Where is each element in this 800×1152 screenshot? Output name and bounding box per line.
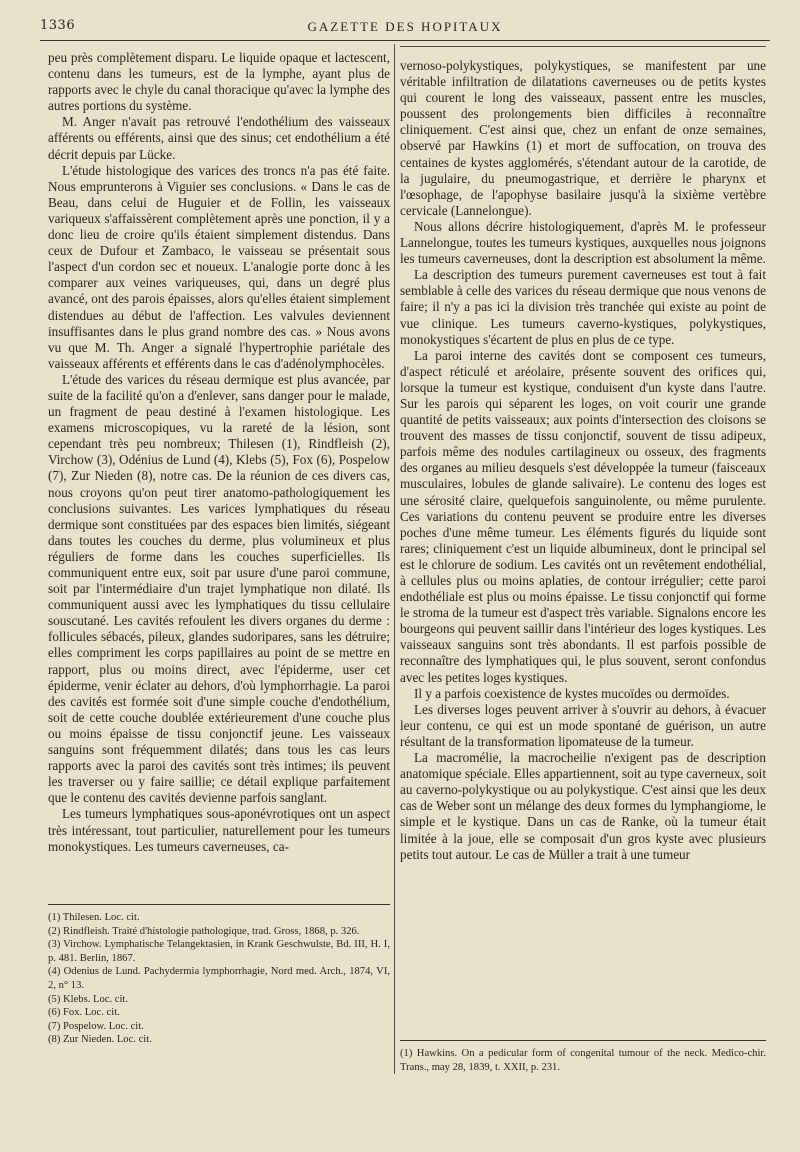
left-column xyxy=(48,50,390,855)
right-footnotes xyxy=(400,1040,766,1074)
footnote: (1) Hawkins. On a pedicular form of congenital tumour of the neck. Medico-chir. Trans., may 28, 1839, t. XXII, p. 231. xyxy=(400,1048,766,1073)
paragraph: La description des tumeurs purement caverneuses est tout à fait semblable à celle des varices du réseau dermique que nous venons de faire; il n'y a pas ici la division très tranchée qui existe au point de vue clinique. Les tumeurs caverno-kystiques, polykystiques, monokystiques s'écartent de plus en plus de ce type. xyxy=(400,267,766,347)
page-number: 1336 xyxy=(40,18,76,33)
paragraph: Les tumeurs lymphatiques sous-aponévrotiques ont un aspect très intéressant, tout particulier, naturellement pour les tumeurs monokystiques. Les tumeurs caverneuses, ca- xyxy=(48,806,390,854)
paragraph: L'étude histologique des varices des troncs n'a pas été faite. Nous emprunterons à Viguier ses conclusions. « Dans le cas de Beau, dans celui de Huguier et de Follin, les vaisseaux variqueux s'affaissèrent complètement après une ponction, il y a donc lieu de croire qu'ils étaient simplement distendus. Dans ceux de Dufour et Zambaco, le vaisseau se présentait sous l'aspect d'un cordon sec et noueux. L'analogie porte donc à les comparer aux veines variqueuses, qui, dans un degré plus avancé, ont des parois épaisses, alors qu'elles étaient simplement distendues au début de l'affection. Les valvules deviennent insuffisantes dans le plus grand nombre des cas. » Nous avons vu que M. Th. Anger a signalé l'hypertrophie pariétale des vaisseaux afférents et efférents dans le cas d'adénolymphocèles. xyxy=(48,162,390,371)
left-footnotes xyxy=(48,904,390,1047)
footnote: (5) Klebs. Loc. cit. xyxy=(48,993,129,1005)
paragraph: Nous allons décrire histologiquement, d'après M. le professeur Lannelongue, toutes les tumeurs kystiques, auxquelles nous joignons les tumeurs caverneuses, dont la description est absolument la même. xyxy=(400,218,766,267)
footnote: (7) Pospelow. Loc. cit. xyxy=(48,1020,144,1032)
paragraph: Il y a parfois coexistence de kystes mucoïdes ou dermoïdes. xyxy=(414,685,730,701)
journal-title: GAZETTE DES HOPITAUX xyxy=(307,19,503,34)
right-column xyxy=(400,58,766,863)
footnote: (4) Odenius de Lund. Pachydermia lymphorrhagie, Nord med. Arch., 1874, VI, 2, n° 13. xyxy=(48,966,390,991)
paragraph: peu près complètement disparu. Le liquide opaque et lactescent, contenu dans les tumeurs, est de la lymphe, ayant plus de rapports avec le chyle du canal thoracique qu'avec la lymphe des autres portions du système. xyxy=(48,50,390,114)
paragraph: L'étude des varices du réseau dermique est plus avancée, par suite de la facilité qu'on a d'enlever, sans danger pour le malade, un fragment de peau destiné à l'examen histologique. Les examens microscopiques, vu la rareté de la lésion, sont cependant très peu nombreux; Thilesen (1), Rindfleish (2), Virchow (3), Odénius de Lund (4), Klebs (5), Fox (6), Pospelow (7), Zur Nieden (8), notre cas. De la réunion de ces divers cas, nous croyons qu'on peut tirer anatomo-pathologiquement les conclusions suivantes. Les varices lymphatiques du réseau dermique sont constituées par des espaces bien limités, siégeant dans toutes les couches du derme, plus volumineux et plus réguliers de forme dans les couches superficielles. Ils communiquent entre eux, soit par usure d'une paroi commune, soit par l'intermédiaire d'un trajet lymphatique non dilaté. Ils communiquent aussi avec les lymphatiques du tissu cellulaire souscutané. Les cavités refoulent les divers organes du derme : follicules sébacés, pileux, glandes sudoripares, sans les détruire; elles compriment les corps papillaires au point de se mettre en rapport, plus ou moins direct, avec l'épiderme, user cet épiderme, venir éclater au dehors, d'où lymphorrhagie. La paroi des cavités est formée soit d'une simple couche d'endothélium, soit de cette couche doublée extérieurement d'une couche plus ou moins épaisse de tissu conjonctif jeune. Les vaisseaux sanguins sont fréquemment dilatés; dans tous les cas leurs rapports avec la paroi des cavités sont très intimes; ils peuvent les traverser ou y faire saillie; ce détail explique parfaitement que le contenu des cavités devienne parfois sanglant. xyxy=(48,371,390,806)
footnote: (3) Virchow. Lymphatische Telangektasien, in Krank Geschwulste, Bd. III, H. I, p. 481. Berlin, 1867. xyxy=(48,939,390,964)
column-divider xyxy=(394,44,395,1074)
right-column-top-rule xyxy=(400,46,766,47)
paragraph: La macromélie, la macrocheilie n'exigent pas de description anatomique spéciale. Elles appartiennent, soit au type caverneux, soit au caverno-polykystique ou au polykystique. C'est ainsi que les deux cas de Weber sont un mélange des deux formes du lymphangiome, le simple et le kystique. Dans un cas de Ranke, où la tumeur était limitée à la joue, elle se composait d'un gros kyste avec plusieurs petits tout autour. Le cas de Müller a trait à une tumeur xyxy=(400,750,766,862)
footnote: (1) Thilesen. Loc. cit. xyxy=(48,912,140,923)
page-header xyxy=(40,14,770,41)
paragraph: M. Anger n'avait pas retrouvé l'endothélium des vaisseaux afférents ou efférents, ainsi que des sinus; cet endothélium a été décrit depuis par Lücke. xyxy=(48,114,390,162)
footnote: (6) Fox. Loc. cit. xyxy=(48,1007,120,1019)
footnote: (2) Rindfleish. Traité d'histologie pathologique, trad. Gross, 1868, p. 326. xyxy=(48,925,360,937)
paragraph: La paroi interne des cavités dont se composent ces tumeurs, d'aspect réticulé et aréolaire, présente souvent des orifices qui, lorsque la tumeur est kystique, conduisent d'un kyste dans l'autre. Sur les parois qui séparent les loges, on voit courir une grande quantité de petits vaisseaux; aux points d'intersection des cloisons se trouvent des masses de tissu conjonctif, souvent de tissu adipeux, parfois même des nodules cartilagineux ou osseux, des fragments des organes au milieu desquels s'est développée la tumeur (faisceaux musculaires, lobules de glande salivaire). Le contenu des loges est une sérosité claire, quelquefois sanguinolente, ou même purulente. Ces variations du contenu peuvent se produire entre les diverses poches d'une même tumeur. Les éléments figurés du liquide sont rares; cliniquement c'est un liquide albumineux, dont le principal sel est le chlorure de sodium. Les cavités ont un revêtement endothélial, à cellules plus ou moins aplaties, de contour irrégulier; cette paroi endothéliale est plus ou moins épaisse. Le tissu conjonctif qui forme le stroma de la tumeur est d'aspect très variable. Signalons encore les bourgeons qui peuvent saillir dans l'intérieur des loges kystiques. Les vaisseaux sanguins sont très abondants. Il est parfois possible de reconnaître des lymphatiques qui, le plus souvent, seront confondus avec les petites loges kystiques. xyxy=(400,347,766,685)
paragraph: Les diverses loges peuvent arriver à s'ouvrir au dehors, à évacuer leur contenu, ce qui est un mode spontané de guérison, un autre résultant de la transformation lipomateuse de la tumeur. xyxy=(400,701,766,749)
footnote: (8) Zur Nieden. Loc. cit. xyxy=(48,1034,152,1046)
paragraph: vernoso-polykystiques, polykystiques, se manifestent par une véritable infiltration de dilatations caverneuses ou de petits kystes qui courent le long des vaisseaux, passent entre les muscles, poussent des prolongements bien difficiles à reconnaître cliniquement. C'est ainsi que, chez un enfant de onze semaines, observé par Hawkins (1) et mort de suffocation, on trouva des centaines de kystes agglomérés, s'étendant autour de la carotide, de la jugulaire, du pneumogastrique, et derrière le pharynx et l'œsophage, de l'apophyse basilaire jusqu'à la sixième vertèbre cervicale (Lannelongue). xyxy=(400,58,766,218)
